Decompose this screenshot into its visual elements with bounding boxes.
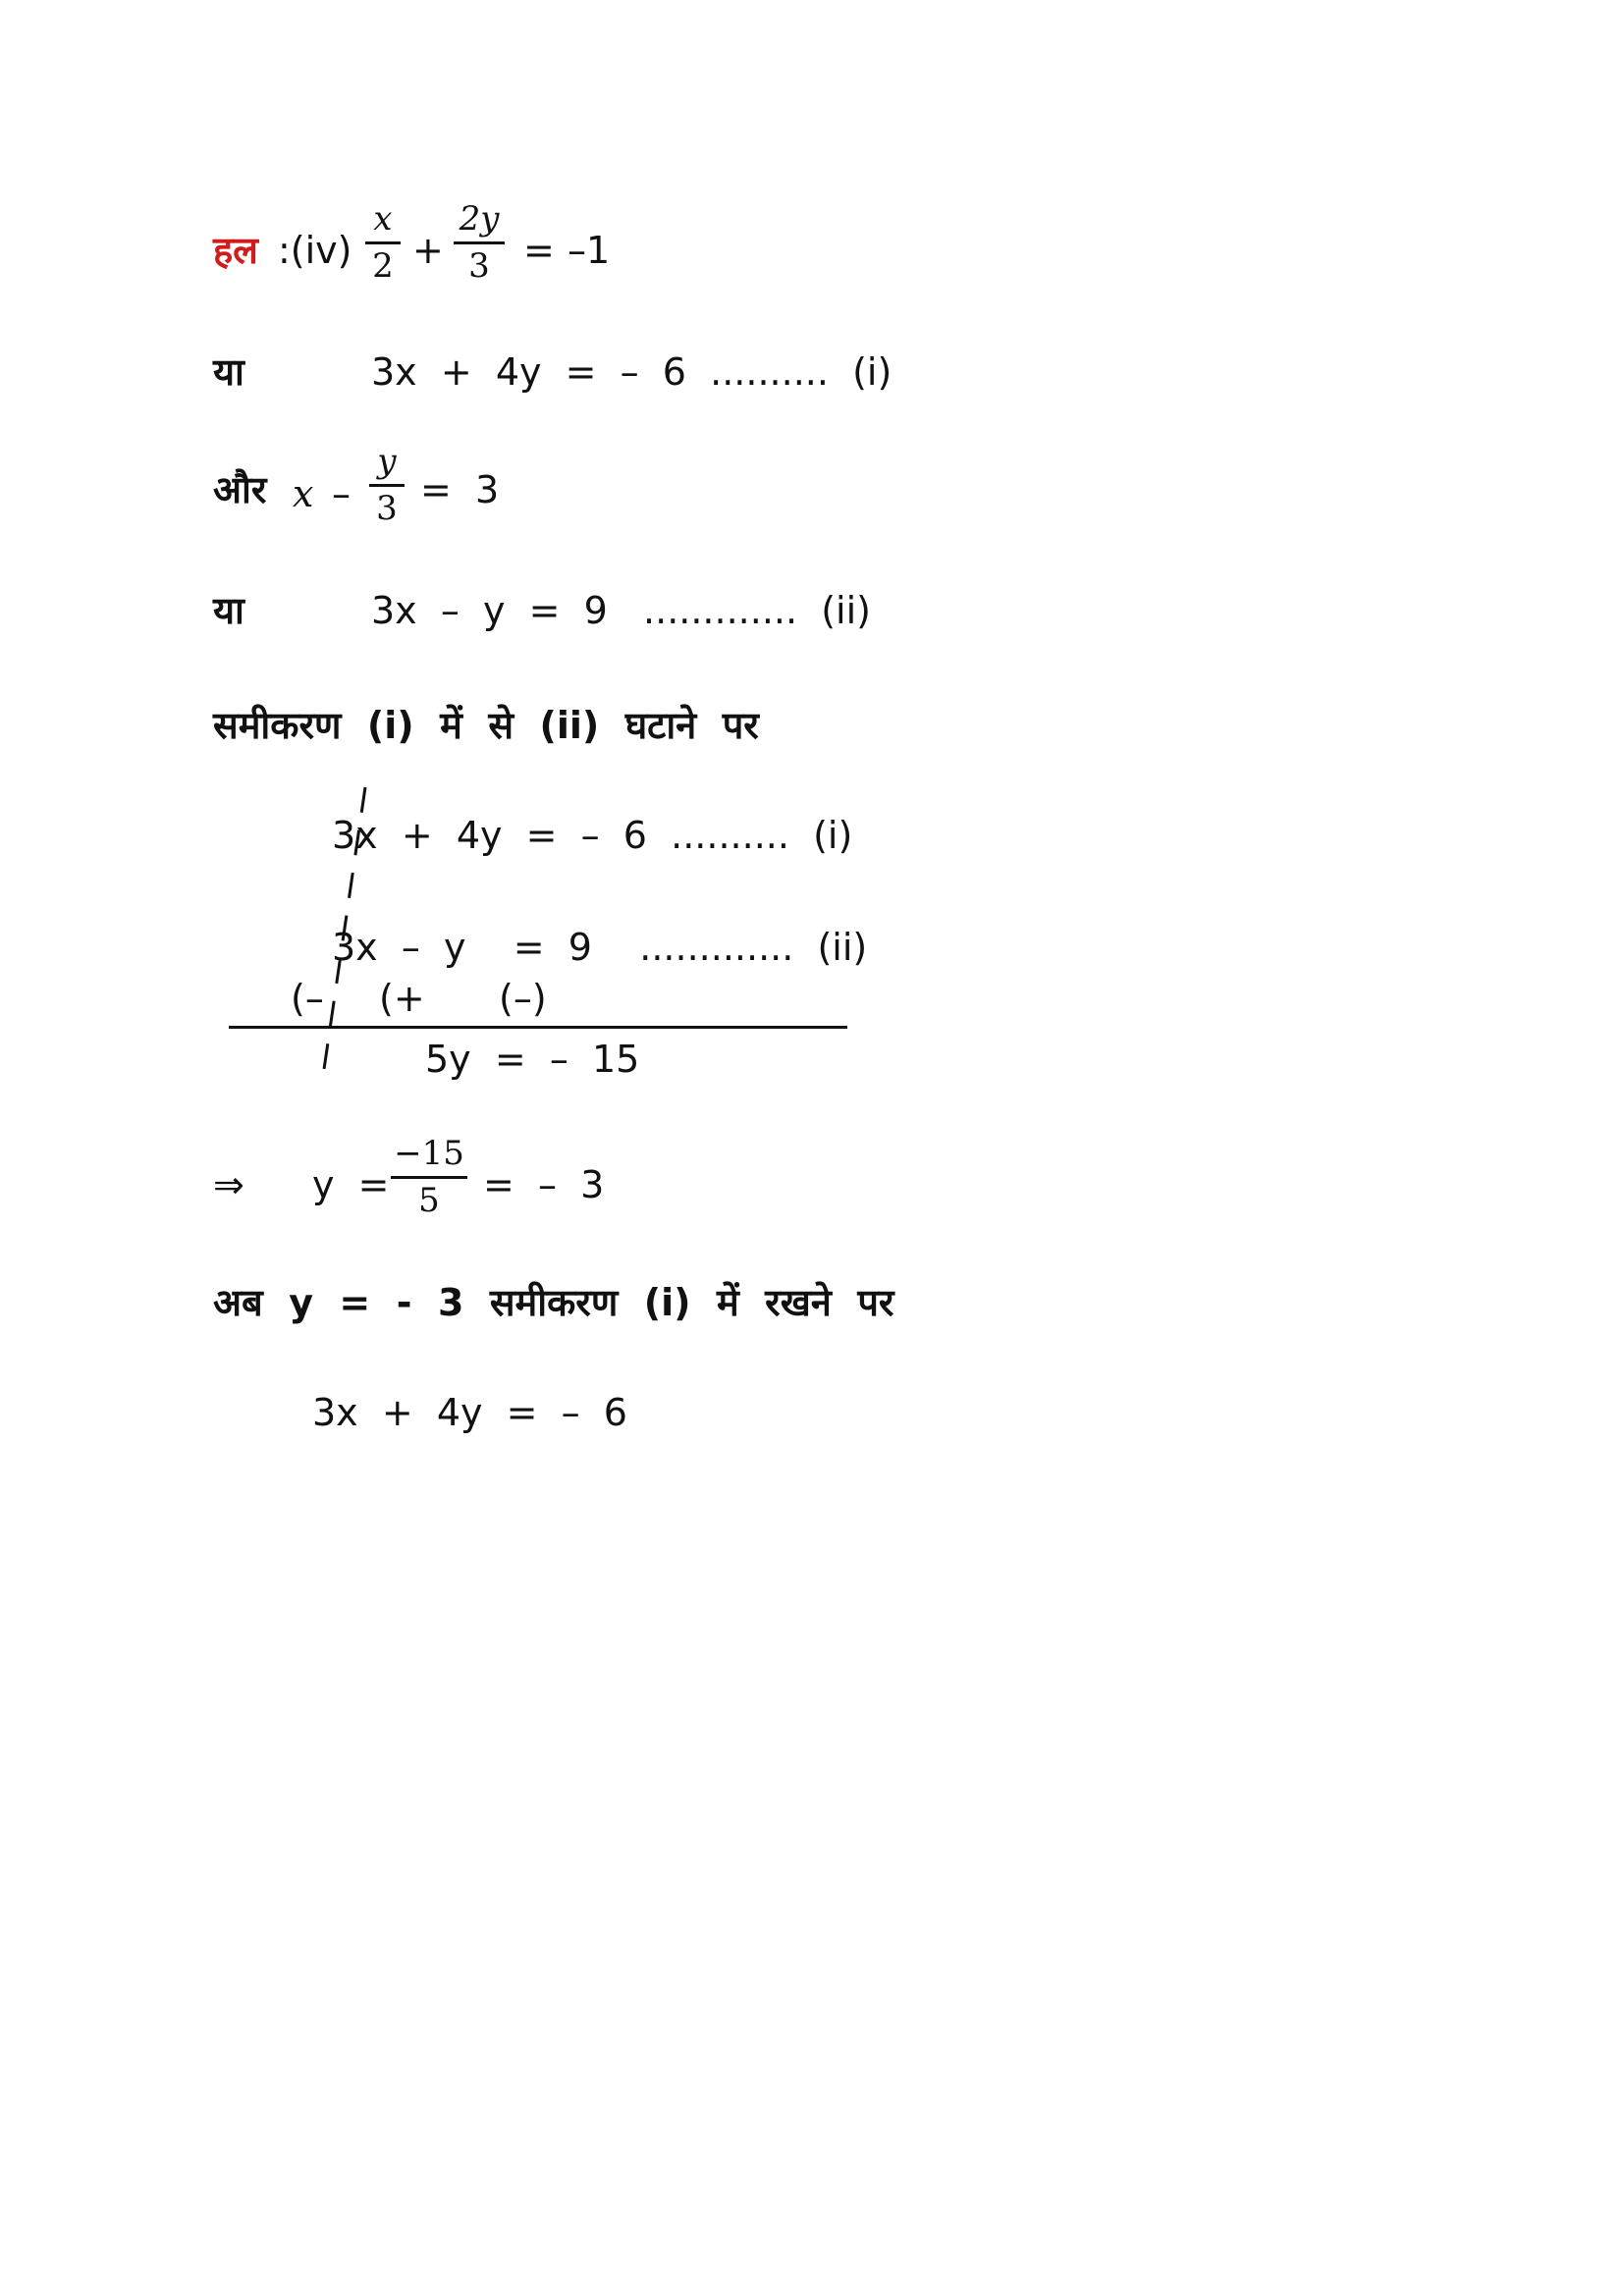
equation-substituted: 3x + 4y = – 6 [312, 1391, 627, 1434]
substitute-instruction: अब y = - 3 समीकरण (i) में रखने पर [213, 1281, 894, 1324]
sub-row-ii: 3x – y = 9 ............. (ii) [332, 926, 868, 969]
minus-sign: – [332, 472, 351, 515]
sign-plus: (+ [379, 977, 425, 1020]
subtract-instruction: समीकरण (i) में से (ii) घटाने पर [213, 704, 759, 747]
y-equals: y = [312, 1163, 390, 1206]
sign-minus-2: (–) [499, 977, 547, 1020]
result-neg3: = – 3 [483, 1163, 605, 1206]
implies-arrow: ⇒ [213, 1163, 244, 1206]
plus-sign: + [412, 229, 444, 272]
equation-i: 3x + 4y = – 6 .......... (i) [371, 350, 893, 394]
fraction-y-over-3: y 3 [369, 444, 405, 528]
equation-ii: 3x – y = 9 ............. (ii) [371, 589, 871, 632]
sign-minus-1: (– [291, 977, 324, 1020]
fraction-neg15-over-5: −15 5 [391, 1136, 467, 1220]
equals-three: = 3 [420, 468, 500, 511]
rhs-value: –1 [568, 229, 611, 272]
fraction-2y-over-3: 2y 3 [454, 201, 505, 286]
hal-label: हल [213, 229, 258, 272]
ya-label-2: या [213, 589, 244, 632]
part-label: :(iv) [278, 229, 352, 272]
cancel-dashed-line [312, 785, 371, 1085]
fraction-x-over-2: x 2 [365, 201, 401, 286]
ya-label: या [213, 350, 244, 394]
sub-row-i: 3x + 4y = – 6 .......... (i) [332, 814, 853, 857]
sub-result: 5y = – 15 [425, 1038, 640, 1081]
equals-sign: = [523, 229, 555, 272]
x-variable: x [293, 472, 314, 515]
aur-label: और [213, 468, 267, 511]
